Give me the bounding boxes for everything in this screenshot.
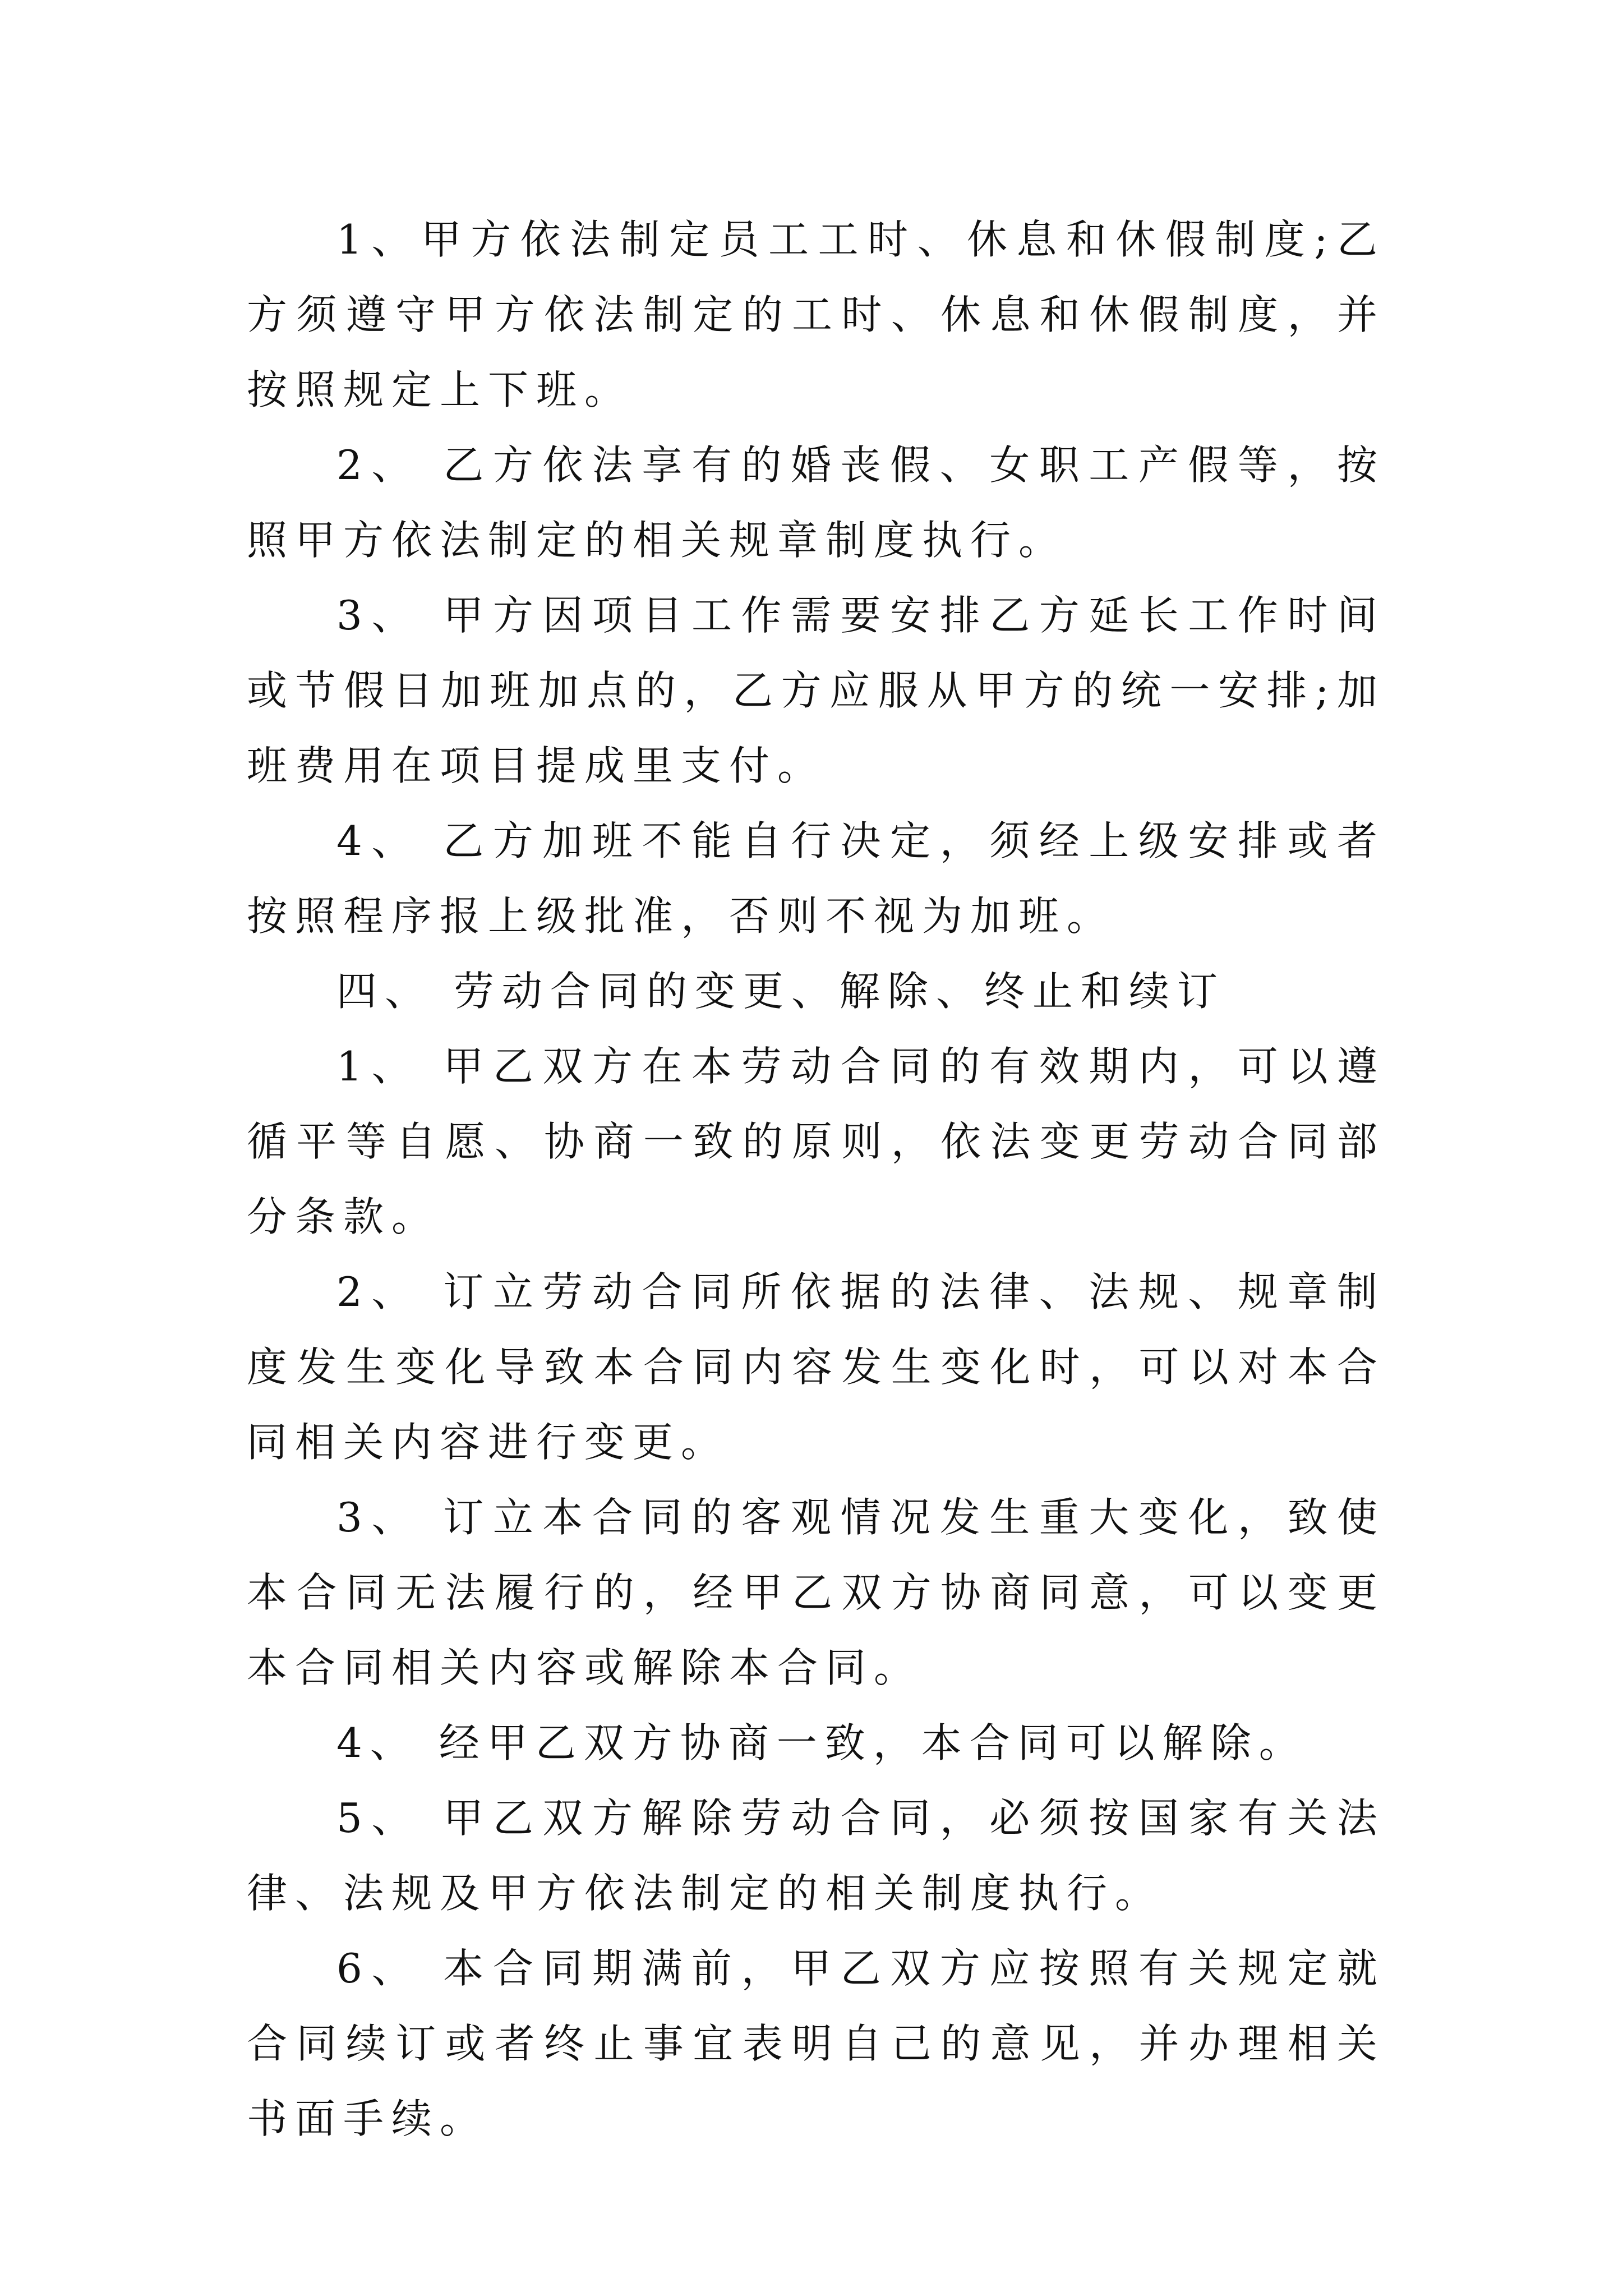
clause-4-3: 3、 订立本合同的客观情况发生重大变化，致使本合同无法履行的，经甲乙双方协商同意，可以变更本合同相关内容或解除本合同。 bbox=[247, 1494, 1385, 1691]
clause-4-1: 1、 甲乙双方在本劳动合同的有效期内，可以遵循平等自愿、协商一致的原则，依法变更劳动合同部分条款。 bbox=[247, 1043, 1385, 1240]
clause-3-1: 1、甲方依法制定员工工时、休息和休假制度;乙方须遵守甲方依法制定的工时、休息和休假制度，并按照规定上下班。 bbox=[247, 216, 1385, 413]
clause-3-3: 3、 甲方因项目工作需要安排乙方延长工作时间或节假日加班加点的，乙方应服从甲方的统一安排;加班费用在项目提成里支付。 bbox=[247, 592, 1385, 789]
clause-4-5: 5、 甲乙双方解除劳动合同，必须按国家有关法律、法规及甲方依法制定的相关制度执行。 bbox=[247, 1795, 1385, 1917]
document-body bbox=[247, 202, 1385, 2156]
clause-3-4: 4、 乙方加班不能自行决定，须经上级安排或者按照程序报上级批准，否则不视为加班。 bbox=[247, 817, 1385, 940]
section-heading-4: 四、 劳动合同的变更、解除、终止和续订 bbox=[336, 968, 1225, 1015]
clause-4-2: 2、 订立劳动合同所依据的法律、法规、规章制度发生变化导致本合同内容发生变化时，可以对本合同相关内容进行变更。 bbox=[247, 1268, 1385, 1466]
clause-4-4: 4、 经甲乙双方协商一致，本合同可以解除。 bbox=[336, 1719, 1307, 1766]
clause-3-2: 2、 乙方依法享有的婚丧假、女职工产假等，按照甲方依法制定的相关规章制度执行。 bbox=[247, 441, 1385, 564]
clause-4-6: 6、 本合同期满前，甲乙双方应按照有关规定就合同续订或者终止事宜表明自己的意见，并办理相关书面手续。 bbox=[247, 1945, 1385, 2142]
